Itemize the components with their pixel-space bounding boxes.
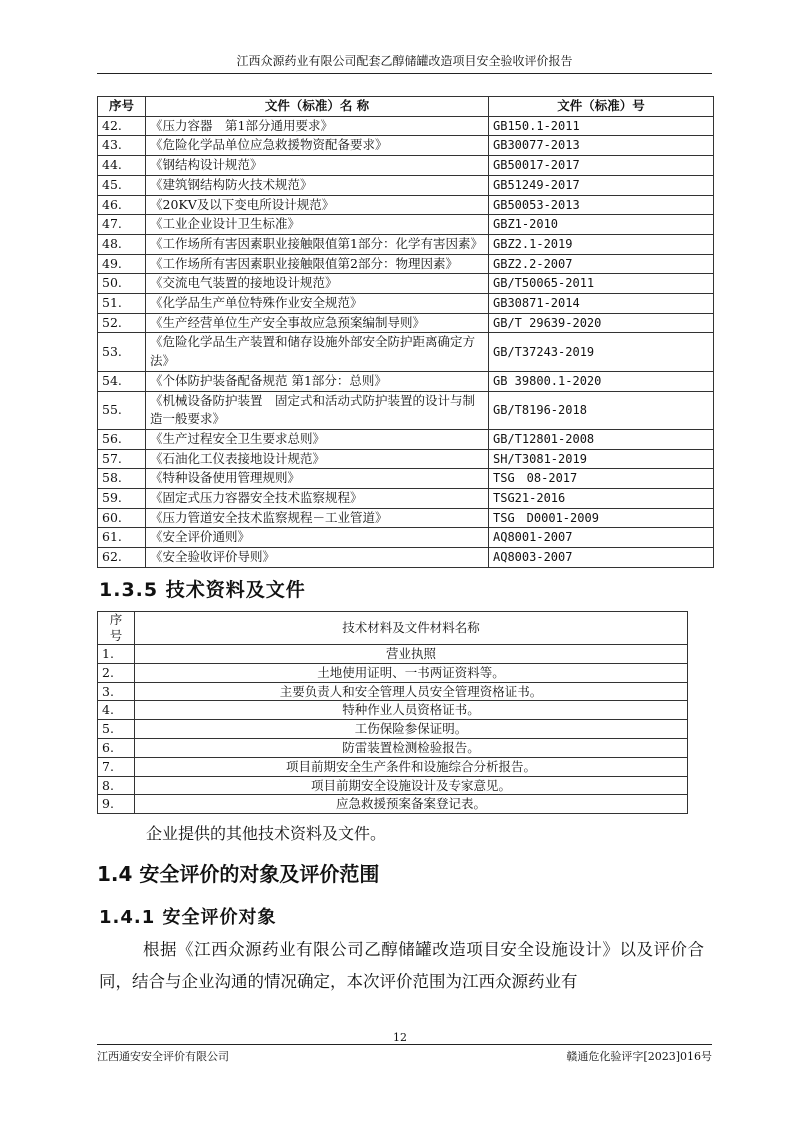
standard-name: 《安全评价通则》	[146, 528, 489, 548]
standard-code: TSG D0001-2009	[489, 508, 714, 528]
standard-code: GB/T8196-2018	[489, 391, 714, 429]
row-number: 2.	[98, 663, 135, 682]
row-number: 58.	[98, 469, 146, 489]
table-row	[98, 294, 714, 314]
table-header-row	[98, 612, 688, 645]
standard-code: GB150.1-2011	[489, 116, 714, 136]
row-number: 53.	[98, 333, 146, 371]
row-number: 4.	[98, 701, 135, 720]
standard-code: TSG21-2016	[489, 489, 714, 509]
materials-table	[97, 611, 688, 814]
table-row	[98, 116, 714, 136]
material-name: 项目前期安全生产条件和设施综合分析报告。	[135, 757, 688, 776]
table-row	[98, 449, 714, 469]
standard-name: 《生产过程安全卫生要求总则》	[146, 429, 489, 449]
standard-name: 《化学品生产单位特殊作业安全规范》	[146, 294, 489, 314]
standard-name: 《个体防护装备配备规范 第1部分：总则》	[146, 371, 489, 391]
table-row	[98, 682, 688, 701]
row-number: 60.	[98, 508, 146, 528]
standard-name: 《工作场所有害因素职业接触限值第1部分：化学有害因素》	[146, 234, 489, 254]
row-number: 8.	[98, 776, 135, 795]
material-name: 防雷装置检测检验报告。	[135, 738, 688, 757]
table-row	[98, 528, 714, 548]
table-row	[98, 508, 714, 528]
col-header-number: 序号	[98, 97, 146, 117]
material-name: 主要负责人和安全管理人员安全管理资格证书。	[135, 682, 688, 701]
standard-name: 《固定式压力容器安全技术监察规程》	[146, 489, 489, 509]
row-number: 55.	[98, 391, 146, 429]
table-row	[98, 234, 714, 254]
row-number: 57.	[98, 449, 146, 469]
row-number: 42.	[98, 116, 146, 136]
col-header-material: 技术材料及文件材料名称	[135, 612, 688, 645]
table-row	[98, 663, 688, 682]
standard-name: 《工业企业设计卫生标准》	[146, 215, 489, 235]
row-number: 3.	[98, 682, 135, 701]
row-number: 52.	[98, 313, 146, 333]
row-number: 43.	[98, 136, 146, 156]
page-header: 江西众源药业有限公司配套乙醇储罐改造项目安全验收评价报告	[97, 52, 712, 74]
row-number: 1.	[98, 645, 135, 664]
section-heading-1-4: 1.4 安全评价的对象及评价范围	[97, 862, 380, 886]
standard-code: GB51249-2017	[489, 175, 714, 195]
row-number: 54.	[98, 371, 146, 391]
col-header-number	[98, 612, 135, 645]
standard-code: GBZ2.1-2019	[489, 234, 714, 254]
page-footer	[97, 1044, 712, 1064]
standard-code: GBZ2.2-2007	[489, 254, 714, 274]
row-number: 56.	[98, 429, 146, 449]
body-paragraph: 根据《江西众源药业有限公司乙醇储罐改造项目安全设施设计》以及评价合同，结合与企业沟通的情况确定，本次评价范围为江西众源药业有	[99, 940, 704, 991]
material-name: 特种作业人员资格证书。	[135, 701, 688, 720]
standard-code: GB 39800.1-2020	[489, 371, 714, 391]
standard-name: 《20KV及以下变电所设计规范》	[146, 195, 489, 215]
table-row	[98, 175, 714, 195]
col-header-code: 文件（标准）号	[489, 97, 714, 117]
standard-name: 《交流电气装置的接地设计规范》	[146, 274, 489, 294]
standard-name: 《危险化学品生产装置和储存设施外部安全防护距离确定方法》	[146, 333, 489, 371]
row-number: 44.	[98, 156, 146, 176]
footer-company: 江西通安安全评价有限公司	[97, 1050, 229, 1063]
table-row	[98, 274, 714, 294]
standard-name: 《压力容器 第1部分通用要求》	[146, 116, 489, 136]
row-number: 62.	[98, 548, 146, 568]
table-row	[98, 776, 688, 795]
row-number: 51.	[98, 294, 146, 314]
table-row	[98, 254, 714, 274]
standard-code: AQ8003-2007	[489, 548, 714, 568]
standard-code: GB30077-2013	[489, 136, 714, 156]
standard-code: GB/T37243-2019	[489, 333, 714, 371]
material-name: 项目前期安全设施设计及专家意见。	[135, 776, 688, 795]
row-number: 48.	[98, 234, 146, 254]
table-row	[98, 195, 714, 215]
row-number: 7.	[98, 757, 135, 776]
standard-name: 《生产经营单位生产安全事故应急预案编制导则》	[146, 313, 489, 333]
table-row	[98, 371, 714, 391]
material-name: 土地使用证明、一书两证资料等。	[135, 663, 688, 682]
table-row	[98, 391, 714, 429]
standard-code: TSG 08-2017	[489, 469, 714, 489]
section-heading-1-4-1: 1.4.1 安全评价对象	[99, 907, 277, 928]
table-row	[98, 156, 714, 176]
table-row	[98, 795, 688, 814]
material-name: 工伤保险参保证明。	[135, 720, 688, 739]
standard-code: AQ8001-2007	[489, 528, 714, 548]
material-name: 应急救援预案备案登记表。	[135, 795, 688, 814]
table-row	[98, 645, 688, 664]
standard-name: 《特种设备使用管理规则》	[146, 469, 489, 489]
row-number: 61.	[98, 528, 146, 548]
table-row	[98, 720, 688, 739]
standard-name: 《机械设备防护装置 固定式和活动式防护装置的设计与制造一般要求》	[146, 391, 489, 429]
standard-name: 《危险化学品单位应急救援物资配备要求》	[146, 136, 489, 156]
table-row	[98, 215, 714, 235]
row-number: 5.	[98, 720, 135, 739]
row-number: 47.	[98, 215, 146, 235]
col-header-name: 文件（标准）名 称	[146, 97, 489, 117]
standard-code: GBZ1-2010	[489, 215, 714, 235]
standard-code: GB30871-2014	[489, 294, 714, 314]
standard-name: 《钢结构设计规范》	[146, 156, 489, 176]
footer-report-number: 赣通危化验评字[2023]016号	[566, 1050, 712, 1063]
standard-name: 《压力管道安全技术监察规程－工业管道》	[146, 508, 489, 528]
material-name: 营业执照	[135, 645, 688, 664]
table-row	[98, 429, 714, 449]
row-number: 46.	[98, 195, 146, 215]
standard-code: GB/T50065-2011	[489, 274, 714, 294]
table-row	[98, 136, 714, 156]
table-row	[98, 757, 688, 776]
row-number: 45.	[98, 175, 146, 195]
table-row	[98, 548, 714, 568]
standard-code: GB50053-2013	[489, 195, 714, 215]
col-header-number-text: 序号	[109, 612, 123, 643]
row-number: 49.	[98, 254, 146, 274]
table-row	[98, 469, 714, 489]
page-number: 12	[393, 1031, 407, 1044]
row-number: 9.	[98, 795, 135, 814]
table-row	[98, 738, 688, 757]
table-row	[98, 489, 714, 509]
table-row	[98, 701, 688, 720]
standard-name: 《安全验收评价导则》	[146, 548, 489, 568]
standard-code: GB/T12801-2008	[489, 429, 714, 449]
section-heading-1-3-5: 1.3.5 技术资料及文件	[99, 579, 306, 601]
standard-code: GB50017-2017	[489, 156, 714, 176]
standard-code: SH/T3081-2019	[489, 449, 714, 469]
other-materials-note: 企业提供的其他技术资料及文件。	[146, 824, 387, 843]
row-number: 59.	[98, 489, 146, 509]
table-header-row	[98, 97, 714, 117]
table-row	[98, 333, 714, 371]
standard-name: 《石油化工仪表接地设计规范》	[146, 449, 489, 469]
standard-code: GB/T 29639-2020	[489, 313, 714, 333]
standard-name: 《工作场所有害因素职业接触限值第2部分：物理因素》	[146, 254, 489, 274]
row-number: 50.	[98, 274, 146, 294]
standards-table	[97, 96, 714, 568]
table-row	[98, 313, 714, 333]
row-number: 6.	[98, 738, 135, 757]
standard-name: 《建筑钢结构防火技术规范》	[146, 175, 489, 195]
